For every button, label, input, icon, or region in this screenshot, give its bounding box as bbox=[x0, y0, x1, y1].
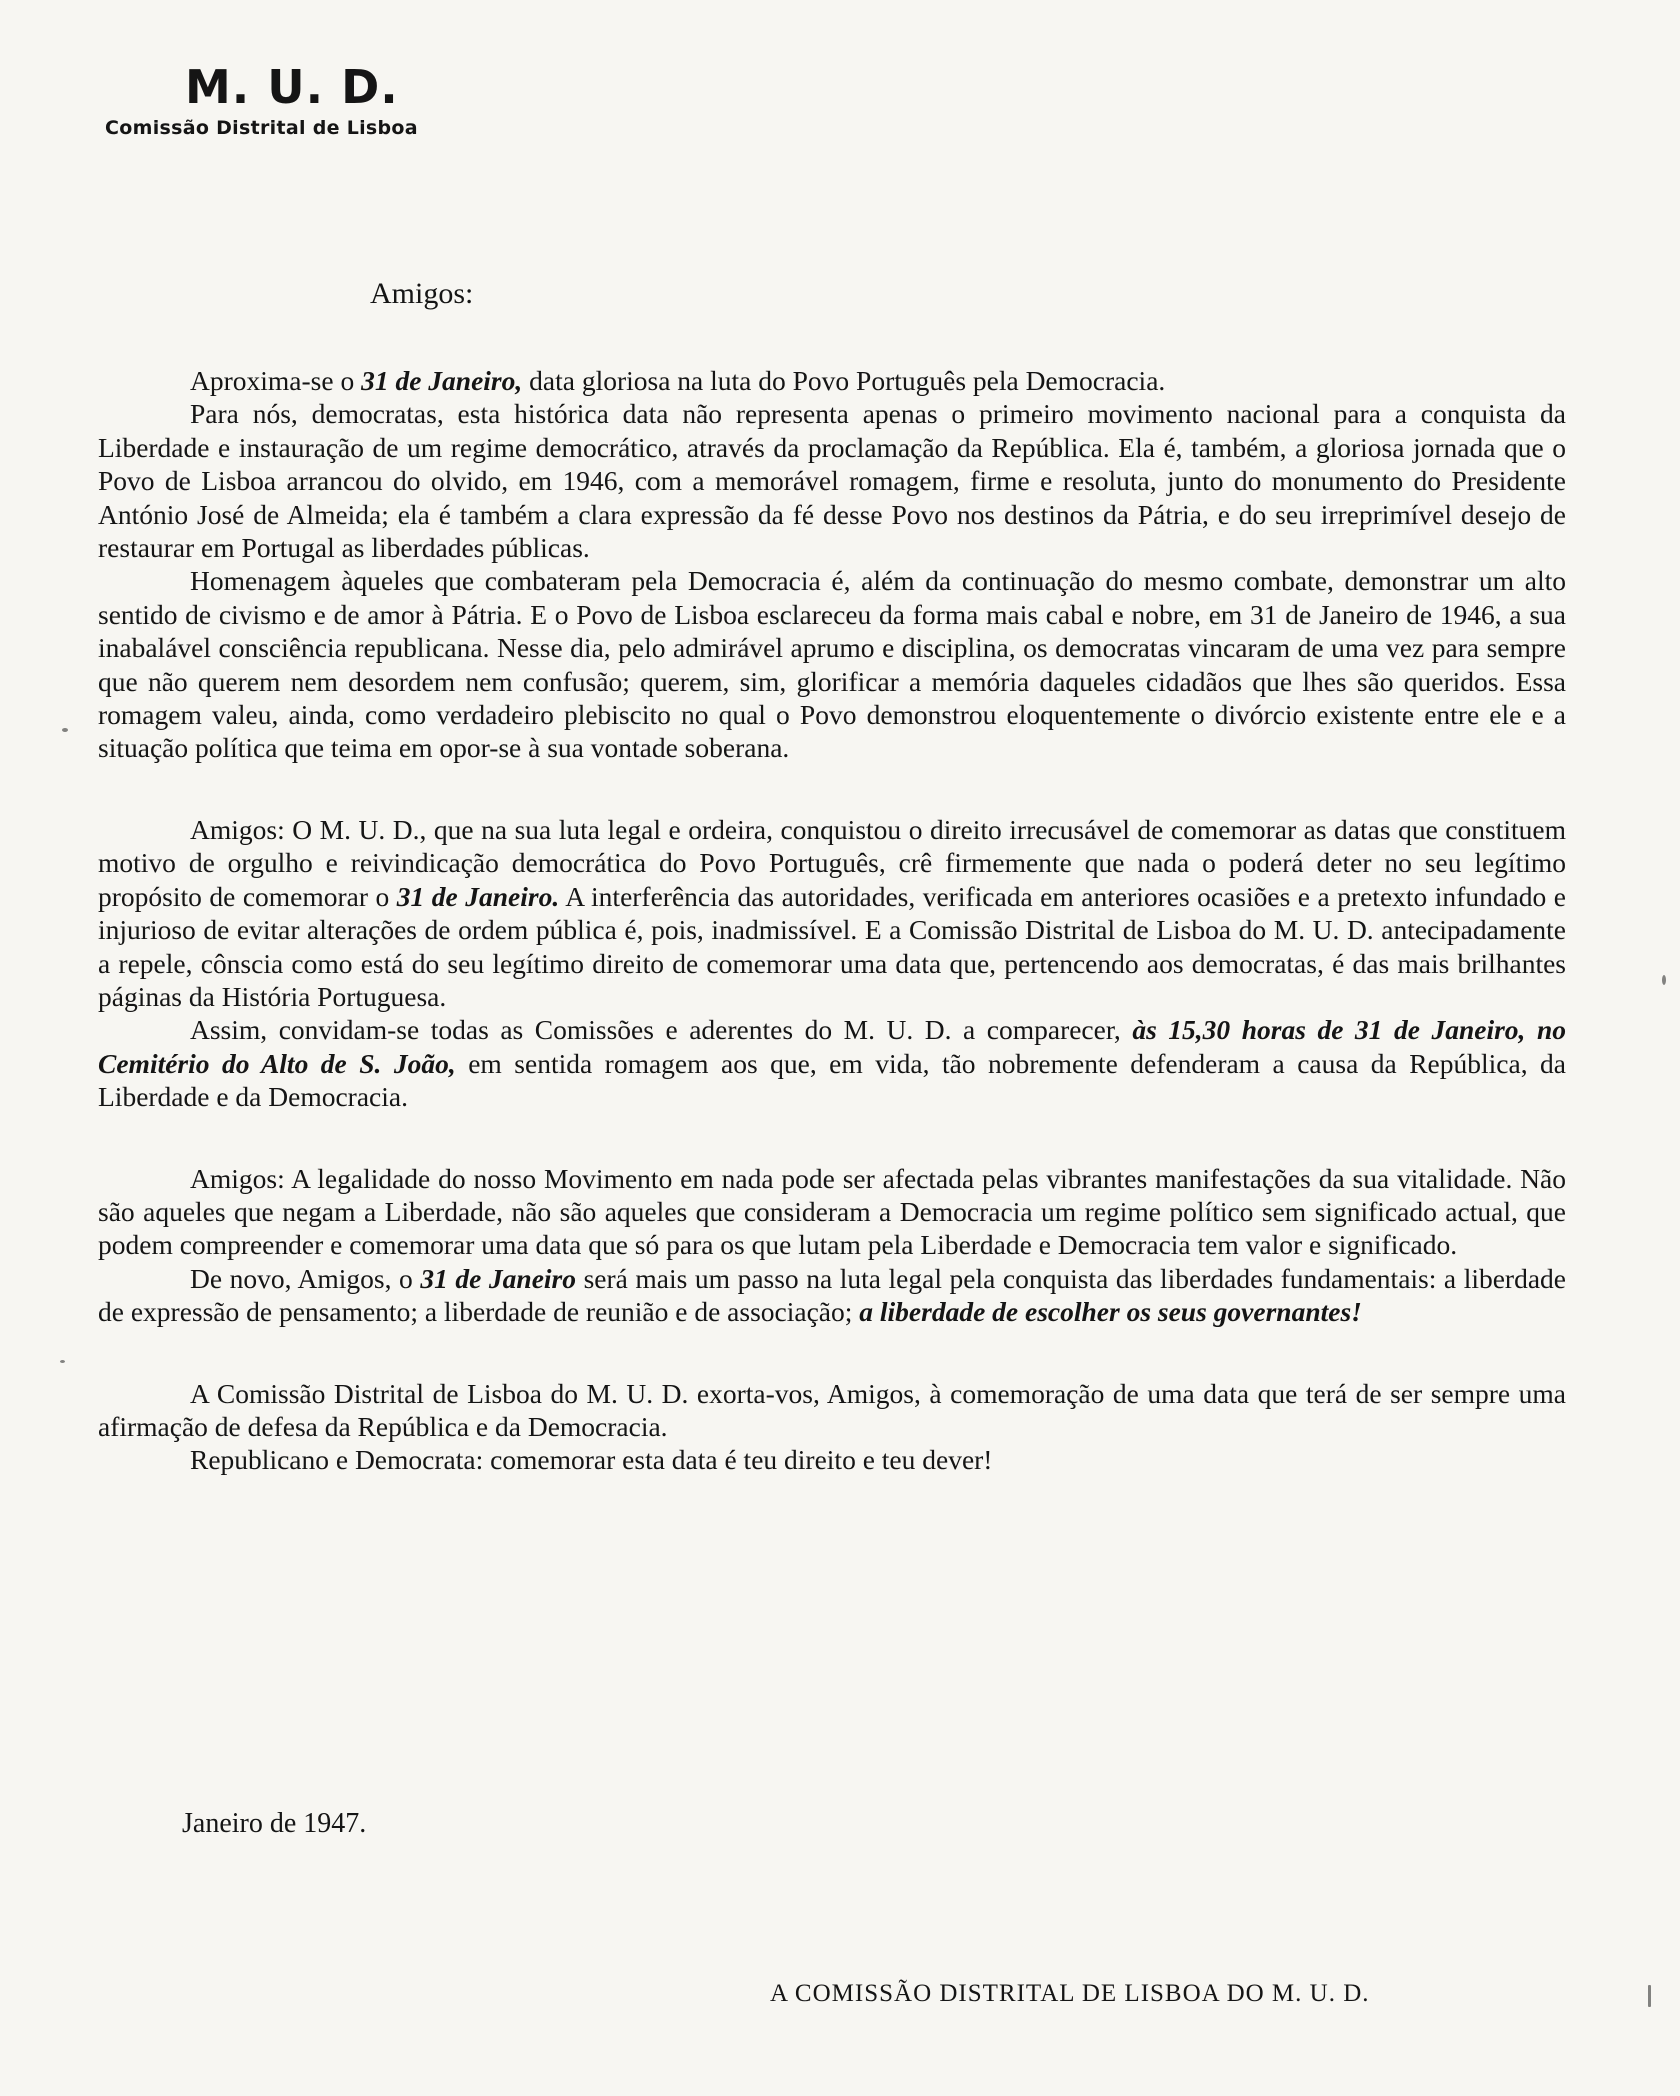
letterhead bbox=[105, 62, 465, 139]
greeting: Amigos: bbox=[370, 277, 474, 310]
paragraph-6: Amigos: A legalidade do nosso Movimento em nada pode ser afectada pelas vibrantes manifestações da sua vitalidade. Não são aqueles que negam a Liberdade, não são aqueles que consideram a Democracia um regime político sem significado actual, que podem compreender e comemorar uma data que só para os que lutam pela Liberdade e Democracia tem valor e significado. bbox=[98, 1162, 1566, 1261]
paragraph-3: Homenagem àqueles que combateram pela Democracia é, além da continuação do mesmo combate, demonstrar um alto sentido de civismo e de amor à Pátria. E o Povo de Lisboa esclareceu da forma mais cabal e nobre, em 31 de Janeiro de 1946, a sua inabalável consciência republicana. Nesse dia, pelo admirável aprumo e disciplina, os democratas vincaram de uma vez para sempre que não querem nem desordem nem confusão; querem, sim, glorificar a memória daqueles cidadãos que lhes são queridos. Essa romagem valeu, ainda, como verdadeiro plebiscito no qual o Povo demonstrou eloquentemente o divórcio existente entre ele e a situação política que teima em opor-se à sua vontade soberana. bbox=[98, 565, 1566, 764]
paragraph-2: Para nós, democratas, esta histórica data não representa apenas o primeiro movimento nacional para a conquista da Liberdade e instauração de um regime democrático, através da proclamação da República. Ela é, também, a gloriosa jornada que o Povo de Lisboa arrancou do olvido, em 1946, com a memorável romagem, firme e resoluta, junto do monumento do Presidente António José de Almeida; ela é também a clara expressão da fé desse Povo nos destinos da Pátria, e do seu irreprimível desejo de restaurar em Portugal as liberdades públicas. bbox=[98, 398, 1566, 564]
paragraph-9: Republicano e Democrata: comemorar esta data é teu direito e teu dever! bbox=[190, 1444, 993, 1476]
org-title: M. U. D. bbox=[185, 60, 399, 114]
letter-date: Janeiro de 1947. bbox=[182, 1808, 367, 1839]
paragraph-4 bbox=[98, 813, 1566, 1013]
scan-speck bbox=[1648, 1985, 1651, 2007]
paragraph-5 bbox=[98, 1013, 1566, 1113]
paragraph-1 bbox=[98, 364, 1566, 397]
emphasis-date: 31 de Janeiro. bbox=[396, 880, 560, 912]
paragraph-text: Aproxima-se o bbox=[190, 365, 362, 396]
emphasis-date: 31 de Janeiro, bbox=[361, 365, 523, 396]
paragraph-text: será mais um passo na luta legal pela conquista das liberdades fundamentais: a liberdade de expressão de pensamento; a liberdade de reunião e de associação; bbox=[98, 1262, 1566, 1328]
scan-speck bbox=[62, 728, 68, 732]
letter-body bbox=[98, 364, 1566, 1477]
emphasis-date: 31 de Janeiro bbox=[420, 1262, 577, 1294]
paragraph-text: data gloriosa na luta do Povo Português pela Democracia. bbox=[522, 365, 1166, 396]
paragraph-text: De novo, Amigos, o bbox=[190, 1262, 421, 1294]
paragraph-7 bbox=[98, 1262, 1566, 1329]
scan-speck bbox=[60, 1360, 65, 1363]
emphasis-freedom: a liberdade de escolher os seus governantes! bbox=[859, 1296, 1362, 1328]
paragraph-text: Amigos: O M. U. D., que na sua luta legal e ordeira, conquistou o direito irrecusável de comemorar as datas que constituem motivo de orgulho e reivindicação democrática do Povo Português, crê firmemente que nada o poderá deter no seu legítimo propósito de comemorar o bbox=[98, 813, 1566, 912]
emphasis-meeting-time-place: às 15,30 horas de 31 de Janeiro, no Cemitério do Alto de S. João, bbox=[98, 1014, 1567, 1079]
paragraph-text: Assim, convidam-se todas as Comissões e aderentes do M. U. D. a comparecer, bbox=[190, 1014, 1133, 1046]
paragraph-text: em sentida romagem aos que, em vida, tão nobremente defenderam a causa da República, da Liberdade e da Democracia. bbox=[98, 1047, 1566, 1113]
org-subtitle: Comissão Distrital de Lisboa bbox=[105, 116, 418, 139]
signature: A COMISSÃO DISTRITAL DE LISBOA DO M. U. D. bbox=[770, 1980, 1370, 2007]
paragraph-8: A Comissão Distrital de Lisboa do M. U. D. exorta-vos, Amigos, à comemoração de uma data que terá de ser sempre uma afirmação de defesa da República e da Democracia. bbox=[98, 1377, 1566, 1442]
scan-speck bbox=[1662, 975, 1666, 985]
paragraph-text: A interferência das autoridades, verificada em anteriores ocasiões e a pretexto infundado e injurioso de evitar alterações de ordem pública é, pois, inadmissível. E a Comissão Distrital de Lisboa do M. U. D. antecipadamente a repele, cônscia como está do seu legítimo direito de comemorar uma data que, pertencendo aos democratas, é das mais brilhantes páginas da História Portuguesa. bbox=[98, 880, 1566, 1012]
